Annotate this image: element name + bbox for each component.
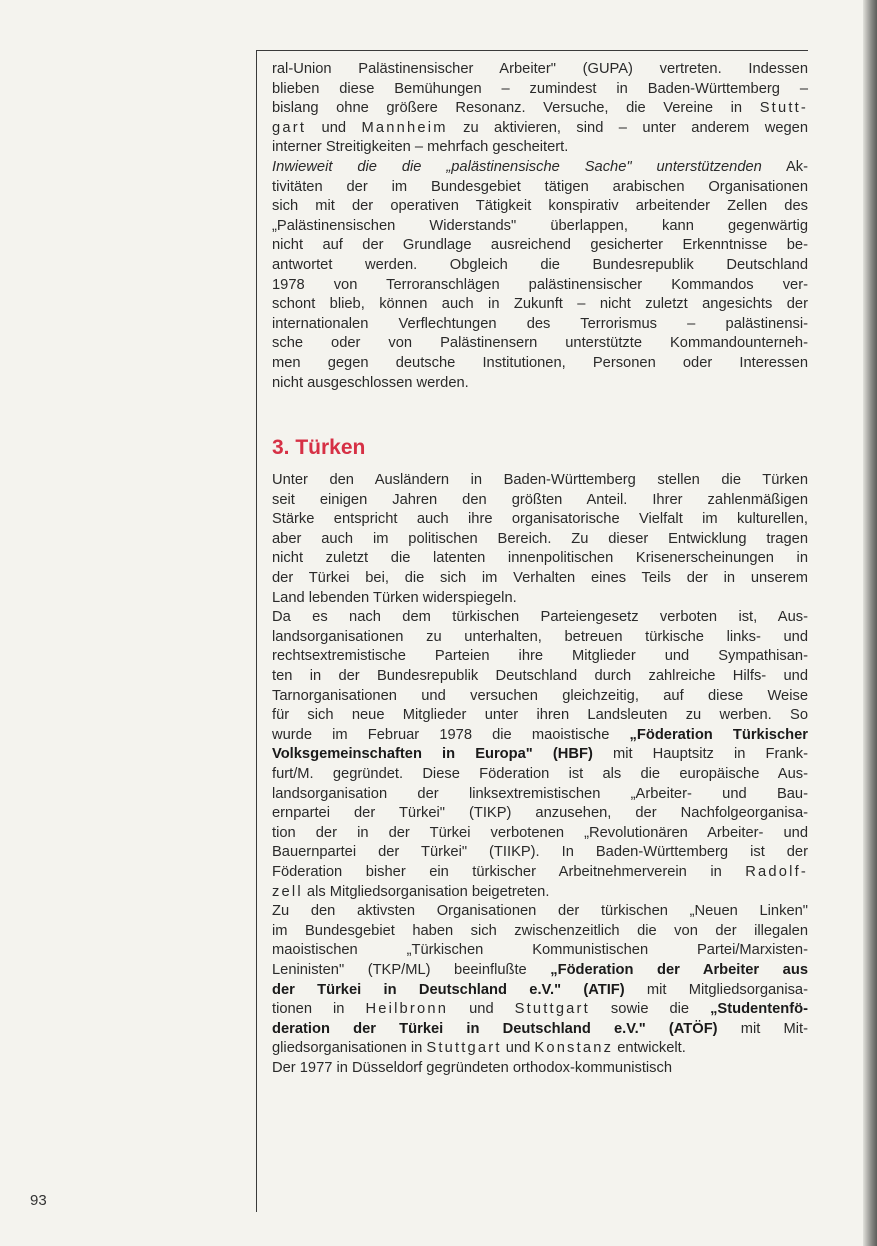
- section-heading: 3. Türken: [272, 436, 366, 460]
- text-line: [272, 1039, 808, 1059]
- text-run: interner Streitigkeiten – mehrfach gescheitert.: [272, 139, 569, 156]
- spaced-place-name: Stutt-: [759, 100, 808, 117]
- bold-org-name: der Türkei in Deutschland e.V." (ATIF): [272, 981, 625, 998]
- text-line: [272, 236, 808, 256]
- text-run: mit Hauptsitz in Frank-: [592, 746, 808, 763]
- text-line: [272, 706, 808, 726]
- text-run: nicht ausgeschlossen werden.: [272, 374, 469, 391]
- text-run: tionen in: [272, 1001, 366, 1018]
- spaced-place-name: Konstanz: [534, 1040, 614, 1057]
- text-line: [272, 315, 808, 335]
- text-run: bislang ohne größere Resonanz. Versuche, die Vereine in: [272, 100, 760, 117]
- text-line: [272, 549, 808, 569]
- text-run: der Türkei bei, die sich im Verhalten eines Teils der in unserem: [272, 570, 808, 587]
- text-run: für sich neue Mitglieder unter ihren Landsleuten zu werben. So: [272, 707, 808, 724]
- paragraph-turks-intro: [272, 471, 808, 608]
- bold-org-name: deration der Türkei in Deutschland e.V." (ATÖF): [272, 1020, 718, 1037]
- left-margin-rule: [256, 50, 257, 1212]
- text-run: als Mitgliedsorganisation beigetreten.: [302, 883, 550, 900]
- text-run: mit Mit-: [717, 1020, 808, 1037]
- text-run: Zu den aktivsten Organisationen der türkischen „Neuen Linken": [272, 903, 808, 920]
- bold-org-name: „Studentenfö-: [710, 1001, 808, 1018]
- text-run: aber auch im politischen Bereich. Zu dieser Entwicklung tragen: [272, 530, 808, 547]
- text-run: nicht zuletzt die latenten innenpolitischen Krisenerscheinungen in: [272, 550, 808, 567]
- text-run: tivitäten der im Bundesgebiet tätigen arabischen Organisationen: [272, 178, 808, 195]
- text-run: Da es nach dem türkischen Parteiengesetz verboten ist, Aus-: [272, 609, 808, 626]
- paragraph-palestinian-activities: [272, 158, 808, 393]
- text-line: [272, 765, 808, 785]
- text-run: „Palästinensischen Widerstands" überlappen, kann gegenwärtig: [272, 217, 808, 234]
- text-line: [272, 824, 808, 844]
- text-run: landsorganisationen zu unterhalten, betreuen türkische links- und: [272, 628, 808, 645]
- text-run: men gegen deutsche Institutionen, Personen oder Interessen: [272, 354, 808, 371]
- text-line: [272, 745, 808, 765]
- text-line: [272, 922, 808, 942]
- text-line: [272, 902, 808, 922]
- text-line: [272, 961, 808, 981]
- bold-org-name: „Föderation der Arbeiter aus: [550, 961, 808, 978]
- paragraph-new-left: [272, 902, 808, 1059]
- text-run: furt/M. gegründet. Diese Föderation ist als die europäische Aus-: [272, 766, 808, 782]
- text-line: [272, 608, 808, 628]
- paragraph-party-law: [272, 608, 808, 902]
- text-line: [272, 276, 808, 296]
- spaced-place-name: Mannheim: [361, 119, 448, 136]
- text-line: [272, 374, 808, 394]
- text-line: [272, 589, 808, 609]
- text-run: Bauernpartei der Türkei" (TIIKP). In Baden-Württemberg ist der: [272, 844, 808, 861]
- text-line: [272, 1059, 808, 1079]
- page-edge-shadow: [863, 0, 877, 1246]
- top-rule: [256, 50, 808, 51]
- text-line: [272, 667, 808, 687]
- spaced-place-name: gart: [272, 119, 307, 136]
- text-line: [272, 530, 808, 550]
- text-run: seit einigen Jahren den größten Anteil. Ihrer zahlenmäßigen: [272, 491, 808, 508]
- text-run: nicht auf der Grundlage ausreichend gesicherter Erkenntnisse be-: [272, 237, 808, 254]
- text-line: [272, 138, 808, 158]
- text-run: zu aktivieren, sind – unter anderem wegen: [447, 119, 808, 136]
- text-run: ernpartei der Türkei" (TIKP) anzusehen, der Nachfolgeorganisa-: [272, 805, 808, 822]
- text-line: [272, 647, 808, 667]
- text-run: Unter den Ausländern in Baden-Württemberg stellen die Türken: [272, 472, 808, 489]
- text-line: [272, 687, 808, 707]
- text-line: [272, 1000, 808, 1020]
- text-run: Der 1977 in Düsseldorf gegründeten orthodox-kommunistisch: [272, 1059, 673, 1076]
- text-line: [272, 334, 808, 354]
- text-run: schont blieb, können auch in Zukunft – nicht zuletzt angesichts der: [272, 296, 808, 313]
- text-line: [272, 354, 808, 374]
- spaced-place-name: zell: [272, 883, 303, 900]
- text-run: Ak-: [761, 158, 808, 175]
- text-line: [272, 119, 808, 139]
- text-line: [272, 785, 808, 805]
- text-run: ral-Union Palästinensischer Arbeiter" (GUPA) vertreten. Indessen: [272, 61, 808, 77]
- italic-text: Inwieweit die die „palästinensische Sache" unterstützenden: [272, 158, 762, 175]
- text-line: [272, 197, 808, 217]
- text-run: internationalen Verflechtungen des Terrorismus – palästinensi-: [272, 315, 808, 332]
- text-run: Stärke entspricht auch ihre organisatorische Vielfalt im kulturellen,: [272, 511, 808, 528]
- text-line: [272, 158, 808, 178]
- text-run: ten in der Bundesrepublik Deutschland durch zahlreiche Hilfs- und: [272, 668, 808, 685]
- text-line: [272, 99, 808, 119]
- text-run: sche oder von Palästinensern unterstützte Kommandounterneh-: [272, 335, 808, 352]
- bold-org-name: Volksgemeinschaften in Europa" (HBF): [272, 746, 593, 763]
- text-column: [272, 60, 808, 1079]
- text-line: [272, 178, 808, 198]
- text-line: [272, 60, 808, 80]
- text-run: sowie die: [589, 1001, 711, 1018]
- text-run: im Bundesgebiet haben sich zwischenzeitlich die von der illegalen: [272, 922, 808, 939]
- text-run: entwickelt.: [613, 1040, 686, 1057]
- text-line: [272, 295, 808, 315]
- text-line: [272, 804, 808, 824]
- text-run: blieben diese Bemühungen – zumindest in Baden-Württemberg –: [272, 80, 808, 97]
- text-run: 1978 von Terroranschlägen palästinensischer Kommandos ver-: [272, 276, 808, 293]
- text-line: [272, 863, 808, 883]
- text-run: wurde im Februar 1978 die maoistische: [272, 726, 630, 743]
- text-run: Tarnorganisationen und versuchen gleichzeitig, auf diese Weise: [272, 687, 808, 704]
- text-line: [272, 491, 808, 511]
- spaced-place-name: Radolf-: [745, 863, 808, 880]
- text-line: [272, 628, 808, 648]
- text-run: und: [501, 1040, 535, 1057]
- page-number: 93: [30, 1192, 47, 1209]
- text-line: [272, 883, 808, 903]
- text-line: [272, 981, 808, 1001]
- paragraph-gupa: [272, 60, 808, 158]
- text-line: [272, 256, 808, 276]
- text-line: [272, 510, 808, 530]
- text-run: und: [306, 119, 362, 136]
- text-line: [272, 217, 808, 237]
- text-run: rechtsextremistische Parteien ihre Mitglieder und Sympathisan-: [272, 648, 808, 665]
- text-run: sich mit der operativen Tätigkeit konspirativ arbeitender Zellen des: [272, 198, 808, 215]
- text-run: Land lebenden Türken widerspiegeln.: [272, 589, 517, 606]
- text-run: Föderation bisher ein türkischer Arbeitnehmerverein in: [272, 863, 746, 880]
- text-line: [272, 726, 808, 746]
- text-run: tion der in der Türkei verbotenen „Revolutionären Arbeiter- und: [272, 824, 808, 841]
- bold-org-name: „Föderation Türkischer: [629, 726, 808, 743]
- text-run: antwortet werden. Obgleich die Bundesrepublik Deutschland: [272, 256, 808, 273]
- text-run: maoistischen „Türkischen Kommunistischen Partei/Marxisten-: [272, 942, 808, 959]
- spaced-place-name: Stuttgart: [514, 1001, 590, 1018]
- text-line: [272, 941, 808, 961]
- text-run: und: [448, 1001, 515, 1018]
- text-run: gliedsorganisationen in: [272, 1040, 427, 1057]
- text-run: landsorganisation der linksextremistischen „Arbeiter- und Bau-: [272, 785, 808, 802]
- text-line: [272, 471, 808, 491]
- spaced-place-name: Heilbronn: [365, 1001, 449, 1018]
- text-line: [272, 80, 808, 100]
- text-line: [272, 569, 808, 589]
- text-line: [272, 1020, 808, 1040]
- text-run: mit Mitgliedsorganisa-: [624, 981, 808, 998]
- text-run: Leninisten" (TKP/ML) beeinflußte: [272, 961, 551, 978]
- text-line: [272, 843, 808, 863]
- paragraph-continuation: [272, 1059, 808, 1079]
- spaced-place-name: Stuttgart: [426, 1040, 502, 1057]
